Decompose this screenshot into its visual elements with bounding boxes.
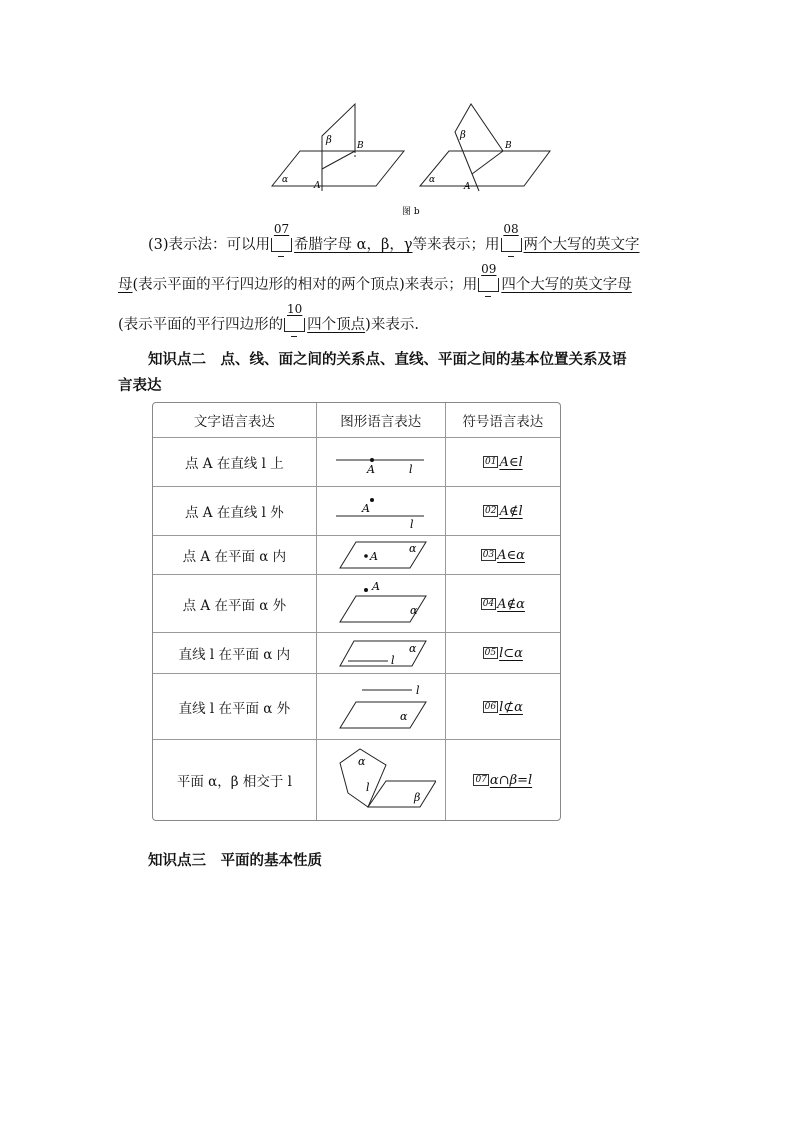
row-symbol <box>446 674 560 740</box>
left-figure <box>272 104 404 191</box>
table-row <box>153 487 560 536</box>
symbol-expression: 05 l⊂α <box>484 646 523 661</box>
right-plane-alpha <box>420 151 550 186</box>
row-figure <box>317 438 446 487</box>
answer-10-text: 四个顶点 <box>307 317 366 333</box>
row-text: 点 A 在平面 α 外 <box>153 575 317 633</box>
table-row <box>153 674 560 740</box>
row-text: 直线 l 在平面 α 内 <box>153 633 317 674</box>
row-figure <box>317 740 446 820</box>
svg-text:A: A <box>361 502 370 515</box>
badge-num-10: 10 <box>287 302 303 316</box>
line-outside-plane-diagram <box>326 682 436 732</box>
row-text: 直线 l 在平面 α 外 <box>153 674 317 740</box>
para3-line1 <box>148 222 640 255</box>
svg-text:α: α <box>408 642 417 655</box>
left-label-alpha: α <box>282 175 289 185</box>
right-intersection-line <box>472 151 503 174</box>
symbol-expression: 06 l⊄α <box>484 699 523 715</box>
point-on-line-diagram <box>326 442 436 482</box>
row-text: 平面 α，β 相交于 l <box>153 740 317 820</box>
right-figure <box>420 104 550 191</box>
left-label-a: A <box>314 181 321 191</box>
row-figure <box>317 674 446 740</box>
answer-badge-08 <box>501 222 522 252</box>
svg-text:A: A <box>369 550 378 563</box>
svg-text:l: l <box>408 463 413 476</box>
answer-badge-07 <box>271 222 292 252</box>
symbol-expression: 07 α∩β=l <box>475 773 533 788</box>
left-plane-beta <box>322 104 355 191</box>
left-intersection-line <box>322 151 355 169</box>
svg-text:l: l <box>415 683 420 697</box>
planes-figure <box>268 96 558 221</box>
right-label-b: B <box>505 141 512 151</box>
section2-heading <box>148 350 627 370</box>
number-box: 04 <box>482 598 495 609</box>
table-header-row <box>153 403 560 438</box>
section2-text-2: 言表达 <box>118 378 162 394</box>
row-figure <box>317 487 446 536</box>
answer-badge-10 <box>284 302 305 332</box>
number-box: 07 <box>475 775 487 785</box>
row-symbol <box>446 575 560 633</box>
relations-table <box>152 402 561 821</box>
section3-text: 平面的基本性质 <box>220 853 322 869</box>
para3-line3 <box>118 302 419 335</box>
row-text: 点 A 在直线 l 外 <box>153 487 317 536</box>
number-box: 06 <box>484 701 497 712</box>
number-box: 01 <box>485 457 497 467</box>
section2-heading-line2 <box>118 376 162 396</box>
answer-09-text: 四个大写的英文字母 <box>501 277 632 293</box>
header-text: 文字语言表达 <box>153 403 317 438</box>
section2-text-1: 点、线、面之间的关系点、直线、平面之间的基本位置关系及语 <box>220 352 627 368</box>
para3-l3-a: (表示平面的平行四边形的 <box>118 317 284 333</box>
section3-label: 知识点三 <box>148 853 206 869</box>
planes-intersect-diagram <box>326 743 436 817</box>
number-box: 02 <box>485 506 497 516</box>
para3-l2-b: (表示平面的平行四边形的相对的两个顶点)来表示；用 <box>132 277 478 293</box>
left-plane-alpha <box>272 151 404 186</box>
right-label-a: A <box>464 182 471 192</box>
para3-line2 <box>118 262 632 295</box>
row-text: 点 A 在平面 α 内 <box>153 536 317 575</box>
header-symbol: 符号语言表达 <box>446 403 560 438</box>
para3-l1-c: 等来表示；用 <box>412 237 500 253</box>
number-box: 05 <box>484 648 497 658</box>
symbol-expression: 01 A∈l <box>485 455 523 470</box>
point-in-plane-diagram <box>326 538 436 572</box>
row-symbol <box>446 740 560 820</box>
section2-label: 知识点二 <box>148 352 206 368</box>
table-row <box>153 536 560 575</box>
para3-l3-c: )来表示. <box>365 317 419 333</box>
symbol-expression: 04 A∉α <box>482 596 525 612</box>
row-figure <box>317 536 446 575</box>
figure-caption: 图 b <box>402 207 420 217</box>
answer-07-text: 希腊字母 α，β，γ <box>294 237 413 253</box>
left-label-beta: β <box>326 135 332 146</box>
row-figure <box>317 633 446 674</box>
row-symbol <box>446 487 560 536</box>
section3-heading <box>148 851 322 871</box>
svg-text:α: α <box>399 709 408 723</box>
table-row <box>153 575 560 633</box>
header-figure: 图形语言表达 <box>317 403 446 438</box>
row-figure <box>317 575 446 633</box>
badge-num-08: 08 <box>503 222 519 236</box>
svg-text:l: l <box>390 654 395 667</box>
row-symbol <box>446 438 560 487</box>
row-text: 点 A 在直线 l 上 <box>153 438 317 487</box>
left-label-b: B <box>357 141 364 151</box>
planes-figure-svg <box>268 96 558 221</box>
row-symbol <box>446 633 560 674</box>
answer-badge-09 <box>478 262 499 292</box>
svg-text:A: A <box>371 581 380 593</box>
badge-num-09: 09 <box>481 262 497 276</box>
table-row <box>153 633 560 674</box>
svg-text:l: l <box>365 781 370 794</box>
right-plane-beta <box>455 104 503 191</box>
line-in-plane-diagram <box>326 636 436 670</box>
para3-l1-a: (3)表示法：可以用 <box>148 237 271 253</box>
row-symbol <box>446 536 560 575</box>
right-label-alpha: α <box>429 175 436 185</box>
svg-text:α: α <box>409 603 418 617</box>
table-row <box>153 740 560 820</box>
point-outside-plane-diagram <box>326 582 436 626</box>
badge-num-07: 07 <box>273 222 290 236</box>
svg-text:l: l <box>409 518 414 531</box>
svg-text:A: A <box>366 463 375 476</box>
number-box: 03 <box>482 550 495 560</box>
symbol-expression: 02 A∉l <box>485 504 523 519</box>
point-off-line-diagram <box>326 491 436 531</box>
table-row <box>153 438 560 487</box>
svg-text:α: α <box>357 755 366 768</box>
svg-text:β: β <box>413 791 421 804</box>
symbol-expression: 03 A∈α <box>482 548 525 563</box>
right-label-beta: β <box>460 130 466 141</box>
answer-08-text-2: 母 <box>118 277 133 293</box>
svg-text:α: α <box>408 542 417 555</box>
answer-08-text-1: 两个大写的英文字 <box>523 237 640 253</box>
